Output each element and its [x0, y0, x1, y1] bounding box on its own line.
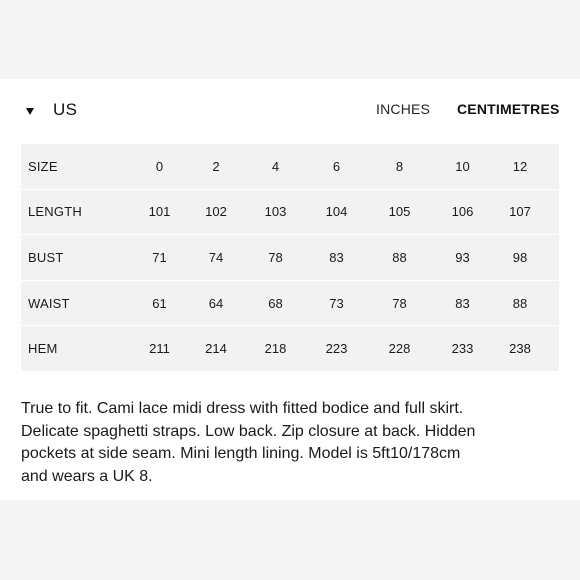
table-cell: 214 [205, 341, 227, 357]
row-label: WAIST [21, 281, 120, 327]
table-row [21, 281, 559, 327]
table-cell: 78 [233, 235, 318, 281]
table-cell: 83 [318, 235, 355, 281]
table-cell: 74 [199, 235, 233, 281]
table-cell: 228 [388, 341, 411, 357]
centimetres-toggle[interactable]: CENTIMETRES [457, 101, 560, 117]
table-row [21, 190, 559, 236]
table-cell: 73 [318, 281, 355, 327]
table-header-cell: 2 [199, 144, 233, 190]
table-header-cell: 4 [233, 144, 318, 190]
table-cell: 88 [481, 281, 559, 327]
table-cell: 78 [355, 281, 444, 327]
table-header-cell: 8 [355, 144, 444, 190]
table-cell: 218 [264, 341, 287, 357]
row-label: BUST [21, 235, 120, 281]
table-cell: 68 [233, 281, 318, 327]
table-cell: 238 [509, 341, 531, 357]
table-cell: 106 [444, 190, 481, 236]
table-cell: 71 [120, 235, 199, 281]
table-cell: 104 [318, 190, 355, 236]
table-cell: 101 [120, 190, 199, 236]
caret-down-icon [26, 108, 34, 115]
table-cell: 83 [444, 281, 481, 327]
table-cell: 233 [451, 341, 474, 357]
table-cell: 103 [233, 190, 318, 236]
table-cell: 61 [120, 281, 199, 327]
region-label: US [53, 100, 78, 119]
region-selector[interactable] [26, 99, 77, 121]
size-chart-table [21, 144, 559, 371]
table-cell: 88 [355, 235, 444, 281]
table-cell: 223 [325, 341, 348, 357]
size-guide-header [0, 79, 580, 143]
table-row [21, 235, 559, 281]
table-cell: 98 [481, 235, 559, 281]
table-cell: 102 [199, 190, 233, 236]
table-header-cell: 10 [444, 144, 481, 190]
table-header-row [21, 144, 559, 190]
table-header-cell: SIZE [21, 144, 120, 190]
table-cell: 64 [199, 281, 233, 327]
table-header-cell: 6 [318, 144, 355, 190]
inches-toggle[interactable]: INCHES [376, 101, 431, 117]
table-header-cell: 12 [481, 144, 559, 190]
table-cell: 105 [355, 190, 444, 236]
table-cell: 107 [481, 190, 559, 236]
size-guide-panel [0, 79, 580, 500]
row-label: LENGTH [21, 190, 120, 236]
table-row [21, 326, 559, 371]
table-cell: 211 [149, 341, 170, 357]
table-header-cell: 0 [120, 144, 199, 190]
product-description: True to fit. Cami lace midi dress with fitted bodice and full skirt. Delicate spaghetti straps. Low back. Zip closure at back. Hidden pockets at side seam. Mini length lining. Model is 5ft10/178cm and wears a UK 8. [21, 400, 476, 485]
row-label: HEM [28, 341, 58, 357]
table-cell: 93 [444, 235, 481, 281]
